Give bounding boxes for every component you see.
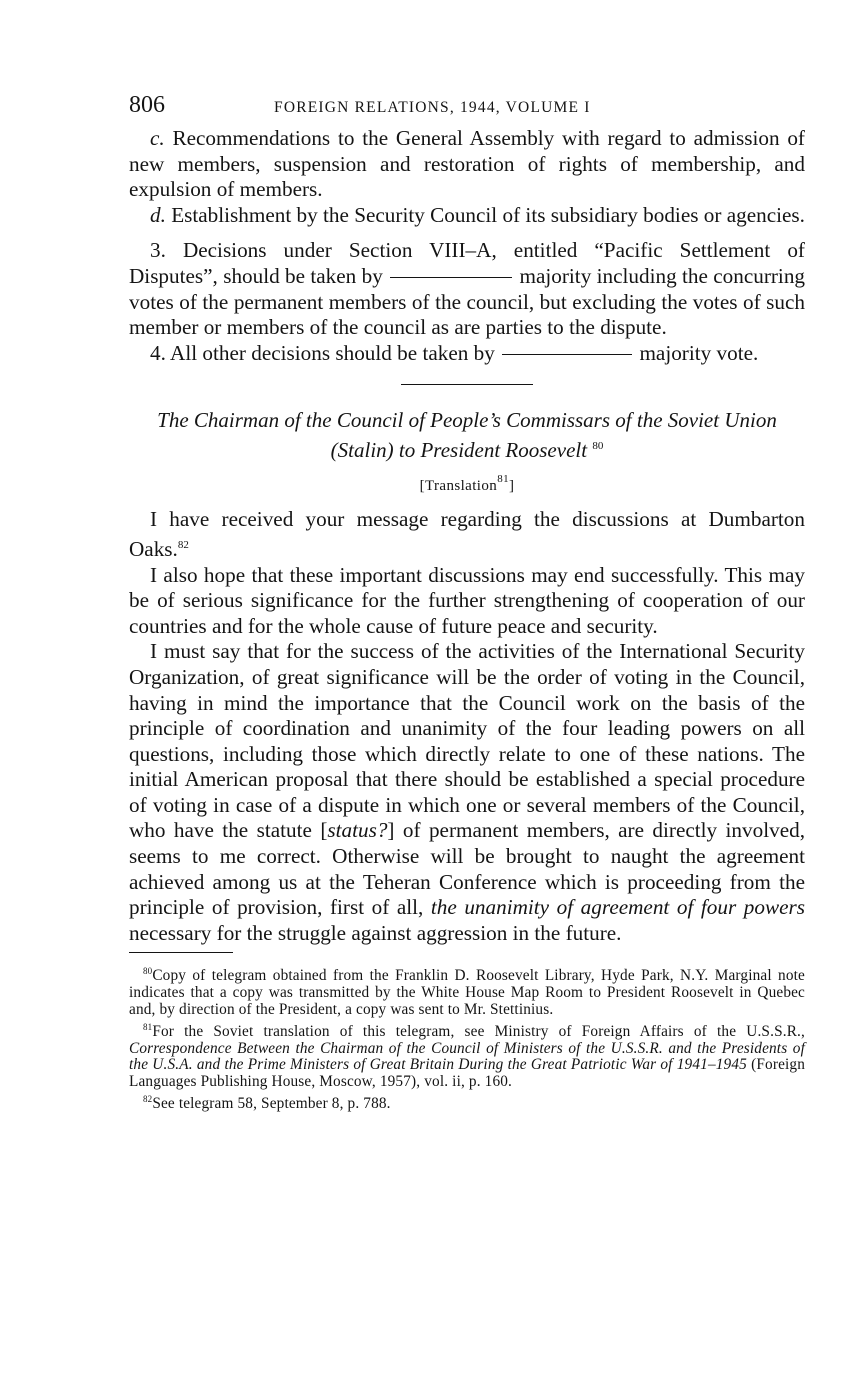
item-d [129,203,805,229]
item-c [129,126,805,203]
footnote-mark-80: 80 [143,966,153,977]
translation-bracket: ] [509,478,515,495]
body-paragraph-3 [129,639,805,946]
item-c-text: Recommendations to the General Assembly with regard to admission of new members, suspension and restoration of rights of membership, and expulsion of members. [129,126,805,202]
document-title [129,407,805,463]
item-c-label: c. [150,126,165,150]
point-3 [129,238,805,340]
footnote-mark-81: 81 [143,1021,153,1032]
blank-line [390,277,512,278]
blank-line [502,354,632,355]
point-4 [129,341,805,367]
body-paragraph-3-text-c: necessary for the struggle against aggression in the future. [129,920,622,945]
footnote-81-text-b: (Foreign Languages Publishing House, Moscow, 1957), vol. ii, p. 160. [129,1056,806,1091]
point-3-text-b: majority including the concurring votes of the permanent members of the council, but excluding the votes of such member or members of the council as are parties to the dispute. [129,263,806,340]
emphasis-unanimity: the unanimity of agreement of four powers [430,895,805,920]
body-paragraph-2: I also hope that these important discussions may end successfully. This may be of serious significance for the further strengthening of cooperation of our countries and for the whole cause of future peace and security. [129,562,805,638]
page-header [129,92,805,126]
footnote-81-text-a: For the Soviet translation of this telegram, see Ministry of Foreign Affairs of the U.S.S.R., [152,1022,805,1040]
translation-label [129,473,805,495]
section-divider [401,384,533,385]
body-paragraph-1-text: I have received your message regarding the discussions at Dumbarton Oaks. [129,507,805,561]
footnote-80-text: Copy of telegram obtained from the Franklin D. Roosevelt Library, Hyde Park, N.Y. Marginal note indicates that a copy was transmitted by the White House Map Room to President Roosevelt in Quebec and, by direction of the President, a copy was sent to Mr. Stettinius. [129,967,805,1019]
translation-text: [Translation [419,478,498,495]
point-4-text-b: majority vote. [639,340,759,365]
page-number: 806 [129,92,165,118]
footnote-mark-82: 82 [143,1094,153,1105]
footnote-82-text: See telegram 58, September 8, p. 788. [152,1095,391,1113]
footnote-ref-80: 80 [592,440,604,453]
body-paragraph-1 [129,507,805,562]
point-4-text-a: 4. All other decisions should be taken by [150,340,495,365]
document-page [129,92,805,1113]
running-head: FOREIGN RELATIONS, 1944, VOLUME I [274,99,591,116]
item-d-label: d. [150,202,166,227]
item-d-text: Establishment by the Security Council of its subsidiary bodies or agencies. [165,202,805,227]
footnote-divider [129,952,233,953]
footnote-80 [129,963,805,1018]
body-paragraph-3-text-a: I must say that for the success of the activities of the International Security Organization, of great significance will be the order of voting in the Council, having in mind the importance that the Council work on the basis of the principle of coordination and unanimity of the four leading powers on all questions, including those which directly relate to one of these nations. The initial American proposal that there should be established a special procedure of voting in case of a dispute in which one or several members of the Council, who have the statute [ [129,639,805,843]
footnote-81-book-title: Correspondence Between the Chairman of the Council of Ministers of the U.S.S.R. and the Presidents of the U.S.A. and the Prime Ministers of Great Britain During the Great Patriotic War of 1941–1945 [129,1039,805,1074]
status-insert: status? [327,818,388,843]
document-title-text: The Chairman of the Council of People’s Commissars of the Soviet Union (Stalin) to President Roosevelt [157,408,777,463]
body-paragraph-3-text-b: ] of permanent members, are directly involved, seems to me correct. Otherwise will be brought to naught the agreement achieved among us at the Teheran Conference which is proceeding from the principle of provision, first of all, [129,818,805,920]
footnote-ref-82: 82 [177,538,189,551]
footnote-ref-81: 81 [497,473,509,486]
footnote-82 [129,1091,805,1113]
footnote-81 [129,1019,805,1091]
point-3-text-a: 3. Decisions under Section VIII–A, entitled “Pacific Settlement of Disputes”, should be taken by [129,238,805,288]
